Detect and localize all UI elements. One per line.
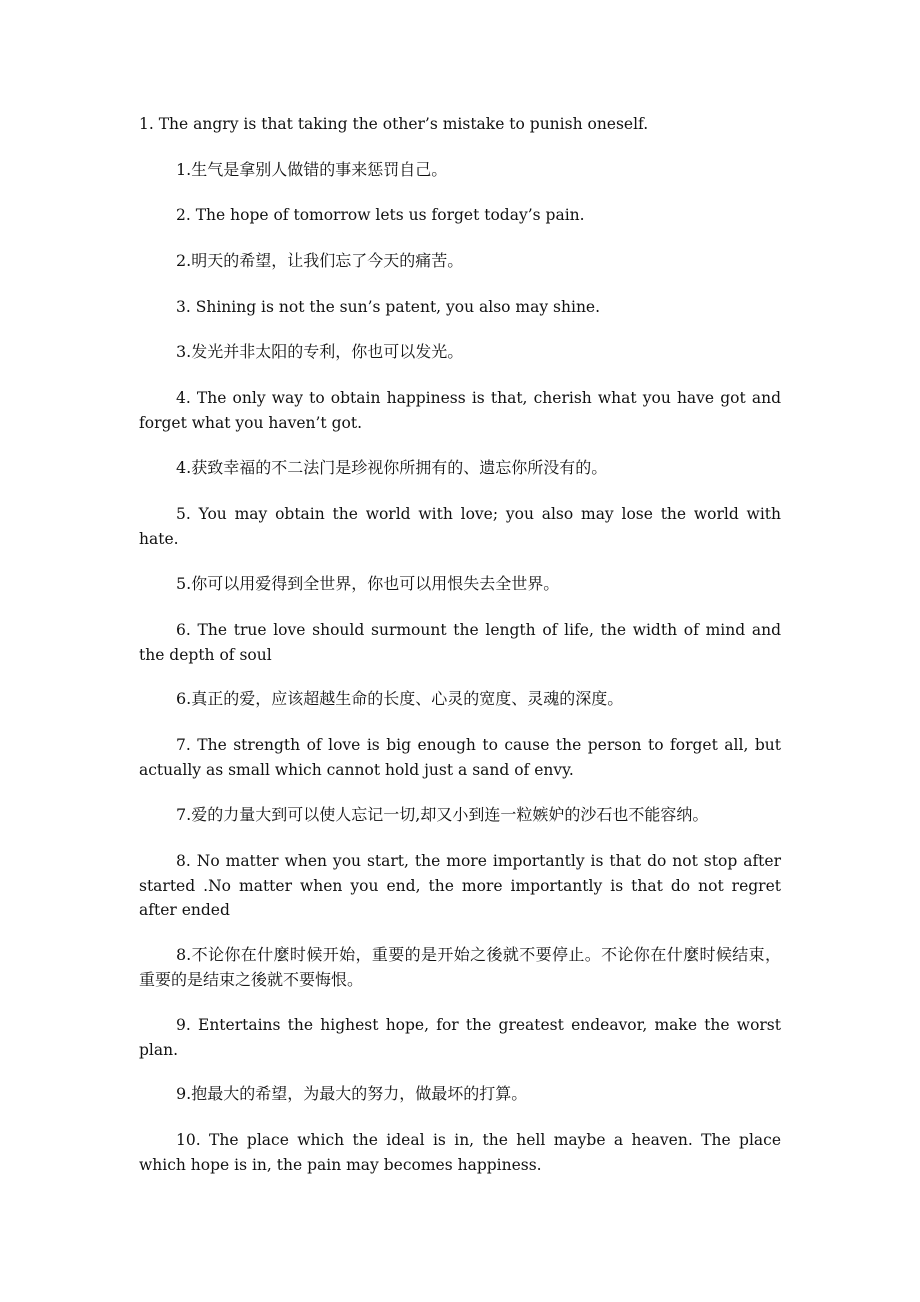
paragraph-zh-4: 4.获致幸福的不二法门是珍视你所拥有的、遗忘你所没有的。 xyxy=(176,458,608,477)
paragraph-en-10: 10. The place which the ideal is in, the hell maybe a heaven. The place which hope is in, the pain may becomes happiness. xyxy=(139,1131,781,1174)
paragraph-zh-2: 2.明天的希望，让我们忘了今天的痛苦。 xyxy=(176,251,464,270)
paragraph-zh-3: 3.发光并非太阳的专利，你也可以发光。 xyxy=(176,342,464,361)
paragraph-en-3: 3. Shining is not the sun’s patent, you also may shine. xyxy=(176,298,601,316)
paragraph-zh-5: 5.你可以用爱得到全世界，你也可以用恨失去全世界。 xyxy=(176,574,560,593)
paragraph-en-7: 7. The strength of love is big enough to cause the person to forget all, but actually as small which cannot hold just a sand of envy. xyxy=(139,736,781,779)
paragraph-zh-9: 9.抱最大的希望，为最大的努力，做最坏的打算。 xyxy=(176,1084,528,1103)
paragraph-zh-6: 6.真正的爱，应该超越生命的长度、心灵的宽度、灵魂的深度。 xyxy=(176,689,624,708)
paragraph-en-2: 2. The hope of tomorrow lets us forget today’s pain. xyxy=(176,206,585,224)
paragraph-en-1: 1. The angry is that taking the other’s mistake to punish oneself. xyxy=(139,115,649,133)
paragraph-en-8: 8. No matter when you start, the more importantly is that do not stop after started .No matter when you end, the more importantly is that do not regret after ended xyxy=(139,852,781,919)
paragraph-en-4: 4. The only way to obtain happiness is that, cherish what you have got and forget what you haven’t got. xyxy=(139,389,781,432)
paragraph-zh-8: 8.不论你在什麼时候开始，重要的是开始之後就不要停止。不论你在什麼时候结束，重要的是结束之後就不要悔恨。 xyxy=(139,945,781,989)
paragraph-zh-1: 1.生气是拿别人做错的事来惩罚自己。 xyxy=(176,160,448,179)
paragraph-zh-7: 7.爱的力量大到可以使人忘记一切,却又小到连一粒嫉妒的沙石也不能容纳。 xyxy=(176,805,709,824)
paragraph-en-6: 6. The true love should surmount the length of life, the width of mind and the depth of soul xyxy=(139,621,781,664)
paragraph-en-5: 5. You may obtain the world with love; you also may lose the world with hate. xyxy=(139,505,781,548)
paragraph-en-9: 9. Entertains the highest hope, for the greatest endeavor, make the worst plan. xyxy=(139,1016,781,1059)
